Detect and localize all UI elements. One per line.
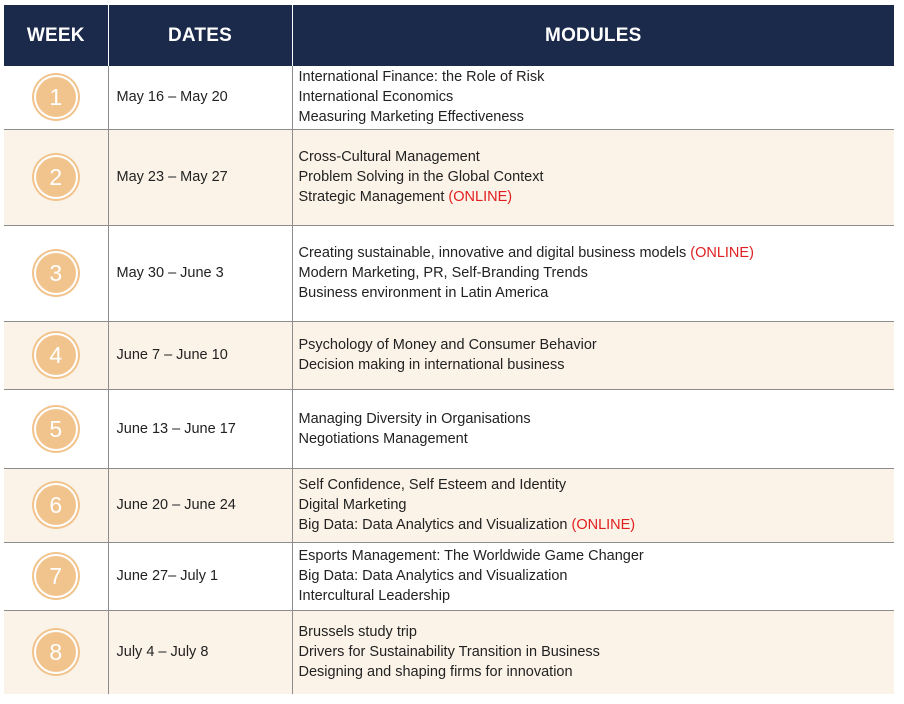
module-item (299, 87, 895, 107)
module-item (299, 515, 895, 535)
module-item (299, 107, 895, 127)
module-item (299, 642, 895, 662)
schedule-table (4, 5, 894, 694)
dates-cell: May 23 – May 27 (108, 129, 292, 225)
modules-cell (292, 468, 894, 542)
modules-cell (292, 225, 894, 321)
module-title: Cross-Cultural Management (298, 149, 480, 165)
module-item (299, 566, 895, 586)
dates-cell: June 13 – June 17 (108, 389, 292, 468)
module-item (299, 283, 895, 303)
module-title: Strategic Management (298, 189, 445, 205)
module-title: Managing Diversity in Organisations (298, 410, 531, 427)
module-title: International Economics (298, 89, 454, 106)
week-cell (4, 66, 108, 129)
module-item (299, 622, 895, 642)
week-number-badge: 7 (36, 556, 76, 596)
week-row (4, 389, 894, 468)
week-row (4, 129, 894, 225)
module-item (299, 409, 895, 429)
week-number-badge: 4 (36, 335, 76, 375)
module-title: Big Data: Data Analytics and Visualization (298, 568, 568, 584)
week-number-badge: 3 (36, 253, 76, 293)
week-number-badge: 1 (36, 77, 76, 117)
header-modules: MODULES (292, 5, 894, 66)
module-title: Brussels study trip (298, 624, 417, 641)
module-title: Negotiations Management (298, 430, 468, 447)
module-title: Drivers for Sustainability Transition in Business (298, 644, 600, 661)
module-title: Decision making in international business (298, 357, 565, 373)
module-title: Self Confidence, Self Esteem and Identity (298, 477, 567, 493)
module-title: International Finance: the Role of Risk (298, 69, 545, 86)
online-tag: (ONLINE) (571, 517, 636, 533)
module-item (299, 546, 895, 566)
module-title: Measuring Marketing Effectiveness (298, 109, 524, 126)
module-item (299, 67, 895, 87)
module-item (299, 662, 895, 682)
module-item (299, 355, 895, 375)
module-item (299, 586, 895, 606)
week-cell (4, 389, 108, 468)
module-title: Designing and shaping firms for innovation (298, 664, 573, 681)
module-item (299, 335, 895, 355)
modules-cell (292, 610, 894, 694)
header-dates: DATES (108, 5, 292, 66)
week-row (4, 321, 894, 389)
modules-cell (292, 321, 894, 389)
week-row (4, 542, 894, 610)
week-cell (4, 610, 108, 694)
module-item (299, 495, 895, 515)
week-row (4, 66, 894, 129)
modules-cell (292, 129, 894, 225)
module-item (299, 263, 895, 283)
module-title: Problem Solving in the Global Context (298, 169, 544, 185)
modules-cell (292, 389, 894, 468)
dates-cell: June 27– July 1 (108, 542, 292, 610)
modules-cell (292, 542, 894, 610)
online-tag: (ONLINE) (448, 189, 513, 205)
module-item (299, 167, 895, 187)
module-title: Creating sustainable, innovative and digital business models (298, 245, 687, 261)
week-number-badge: 5 (36, 409, 76, 449)
week-cell (4, 225, 108, 321)
week-number-badge: 2 (36, 157, 76, 197)
dates-cell: June 7 – June 10 (108, 321, 292, 389)
week-cell (4, 321, 108, 389)
header-row (4, 5, 894, 66)
module-item (299, 187, 895, 207)
module-title: Esports Management: The Worldwide Game Changer (298, 548, 644, 564)
week-row (4, 225, 894, 321)
schedule-body (4, 66, 894, 694)
module-title: Psychology of Money and Consumer Behavior (298, 337, 597, 353)
week-row (4, 610, 894, 694)
module-title: Modern Marketing, PR, Self-Branding Trends (298, 265, 588, 281)
dates-cell: May 16 – May 20 (108, 66, 292, 129)
module-title: Big Data: Data Analytics and Visualization (298, 517, 568, 533)
module-item (299, 429, 895, 449)
module-item (299, 475, 895, 495)
module-title: Digital Marketing (298, 497, 407, 513)
module-item (299, 147, 895, 167)
dates-cell: June 20 – June 24 (108, 468, 292, 542)
module-item (299, 243, 895, 263)
dates-cell: May 30 – June 3 (108, 225, 292, 321)
module-title: Intercultural Leadership (298, 588, 451, 604)
week-number-badge: 8 (36, 632, 76, 672)
week-cell (4, 129, 108, 225)
online-tag: (ONLINE) (690, 245, 754, 261)
week-cell (4, 542, 108, 610)
module-title: Business environment in Latin America (298, 285, 549, 301)
modules-cell (292, 66, 894, 129)
dates-cell: July 4 – July 8 (108, 610, 292, 694)
week-row (4, 468, 894, 542)
header-week: WEEK (4, 5, 108, 66)
week-cell (4, 468, 108, 542)
week-number-badge: 6 (36, 485, 76, 525)
